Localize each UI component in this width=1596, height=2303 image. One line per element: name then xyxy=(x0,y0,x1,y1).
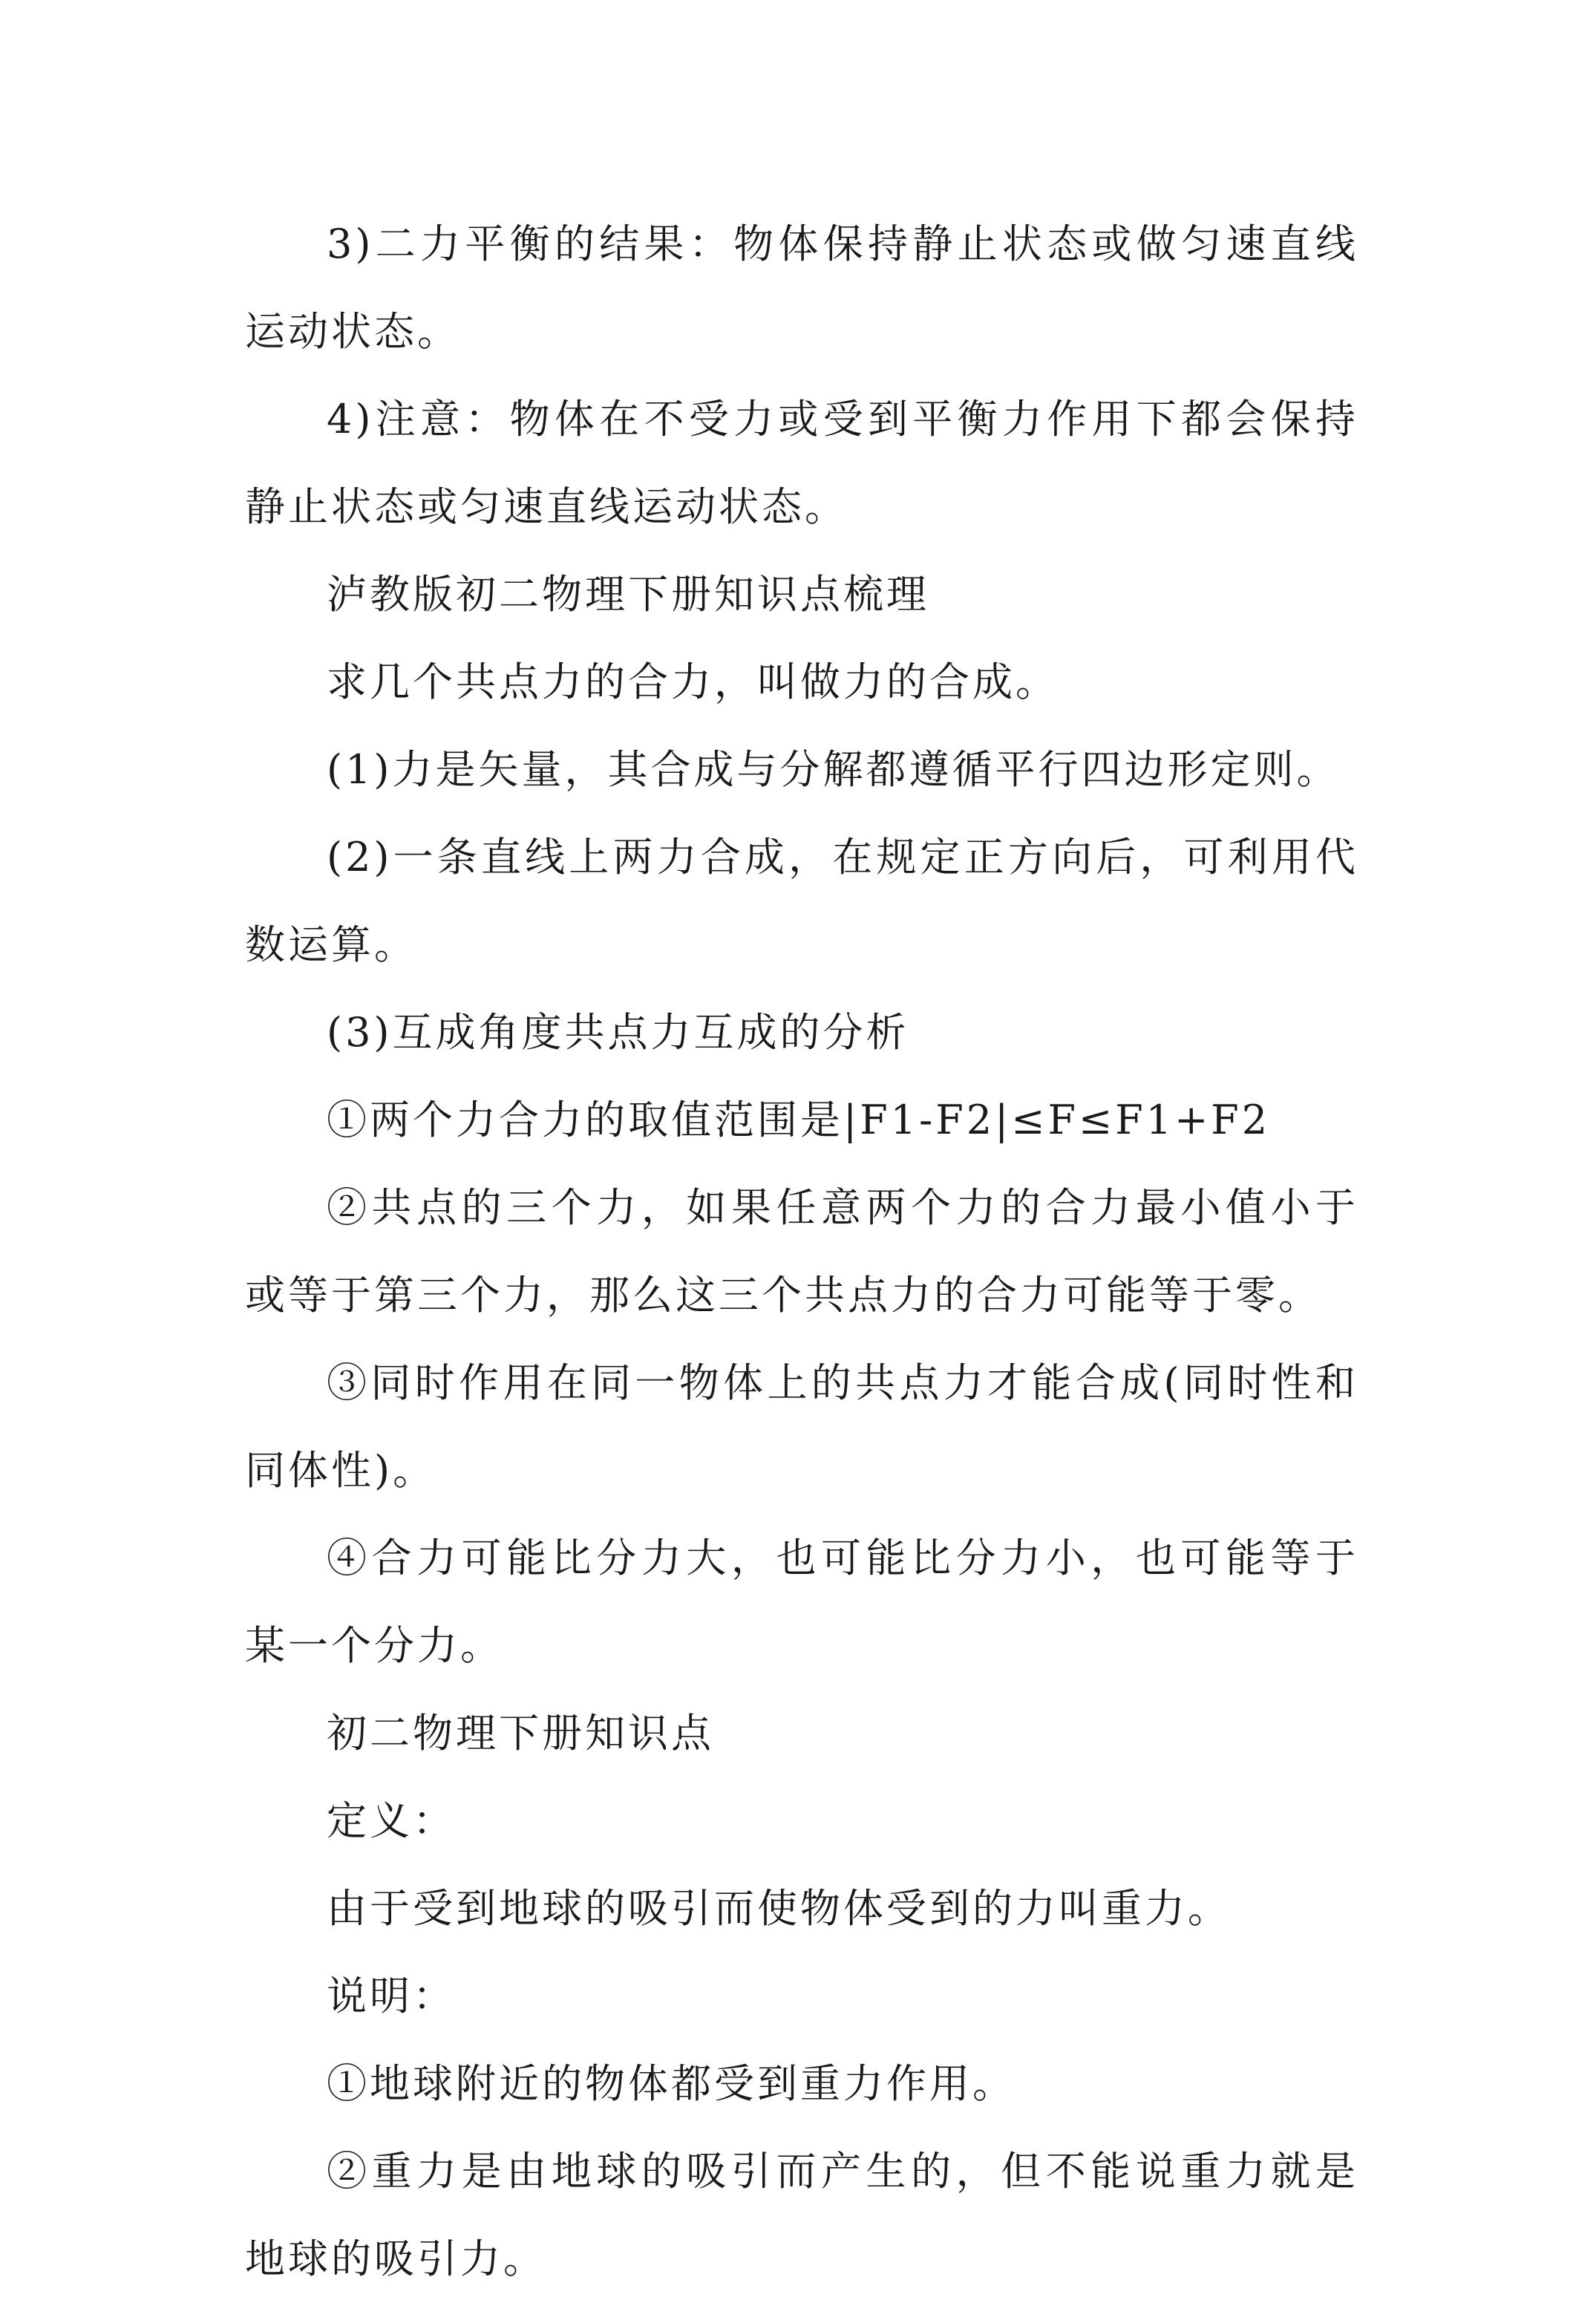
paragraph-force-composition-definition: 求几个共点力的合力，叫做力的合成。 xyxy=(327,659,1059,705)
paragraph-three-forces: ②共点的三个力，如果任意两个力的合力最小值小于或等于第三个力，那么这三个共点力的合力可能等于零。 xyxy=(245,1184,1358,1319)
paragraph-balance-result: 3)二力平衡的结果：物体保持静止状态或做匀速直线运动状态。 xyxy=(245,220,1358,355)
paragraph-resultant-comparison: ④合力可能比分力大，也可能比分力小，也可能等于某一个分力。 xyxy=(245,1535,1358,1669)
paragraph-gravity-definition: 由于受到地球的吸引而使物体受到的力叫重力。 xyxy=(327,1885,1231,1932)
paragraph-simultaneity: ③同时作用在同一物体上的共点力才能合成(同时性和同体性)。 xyxy=(245,1359,1358,1494)
paragraph-balance-note: 4)注意：物体在不受力或受到平衡力作用下都会保持静止状态或匀速直线运动状态。 xyxy=(245,396,1358,530)
paragraph-gravity-origin: ②重力是由地球的吸引而产生的，但不能说重力就是地球的吸引力。 xyxy=(245,2148,1358,2282)
paragraph-collinear-forces: (2)一条直线上两力合成，在规定正方向后，可利用代数运算。 xyxy=(245,834,1358,968)
label-definition: 定义： xyxy=(327,1797,456,1844)
label-explanation: 说明： xyxy=(327,1973,456,2019)
section-heading-knowledge-summary: 泸教版初二物理下册知识点梳理 xyxy=(327,571,929,618)
document-body xyxy=(245,200,1358,2303)
section-heading-knowledge-points: 初二物理下册知识点 xyxy=(327,1710,714,1757)
paragraph-vector-rule: (1)力是矢量，其合成与分解都遵循平行四边形定则。 xyxy=(327,746,1340,793)
paragraph-resultant-range: ①两个力合力的取值范围是|F1-F2|≤F≤F1+F2 xyxy=(327,1097,1271,1143)
paragraph-angled-forces: (3)互成角度共点力互成的分析 xyxy=(327,1009,909,1056)
paragraph-gravity-near-earth: ①地球附近的物体都受到重力作用。 xyxy=(327,2060,1016,2107)
